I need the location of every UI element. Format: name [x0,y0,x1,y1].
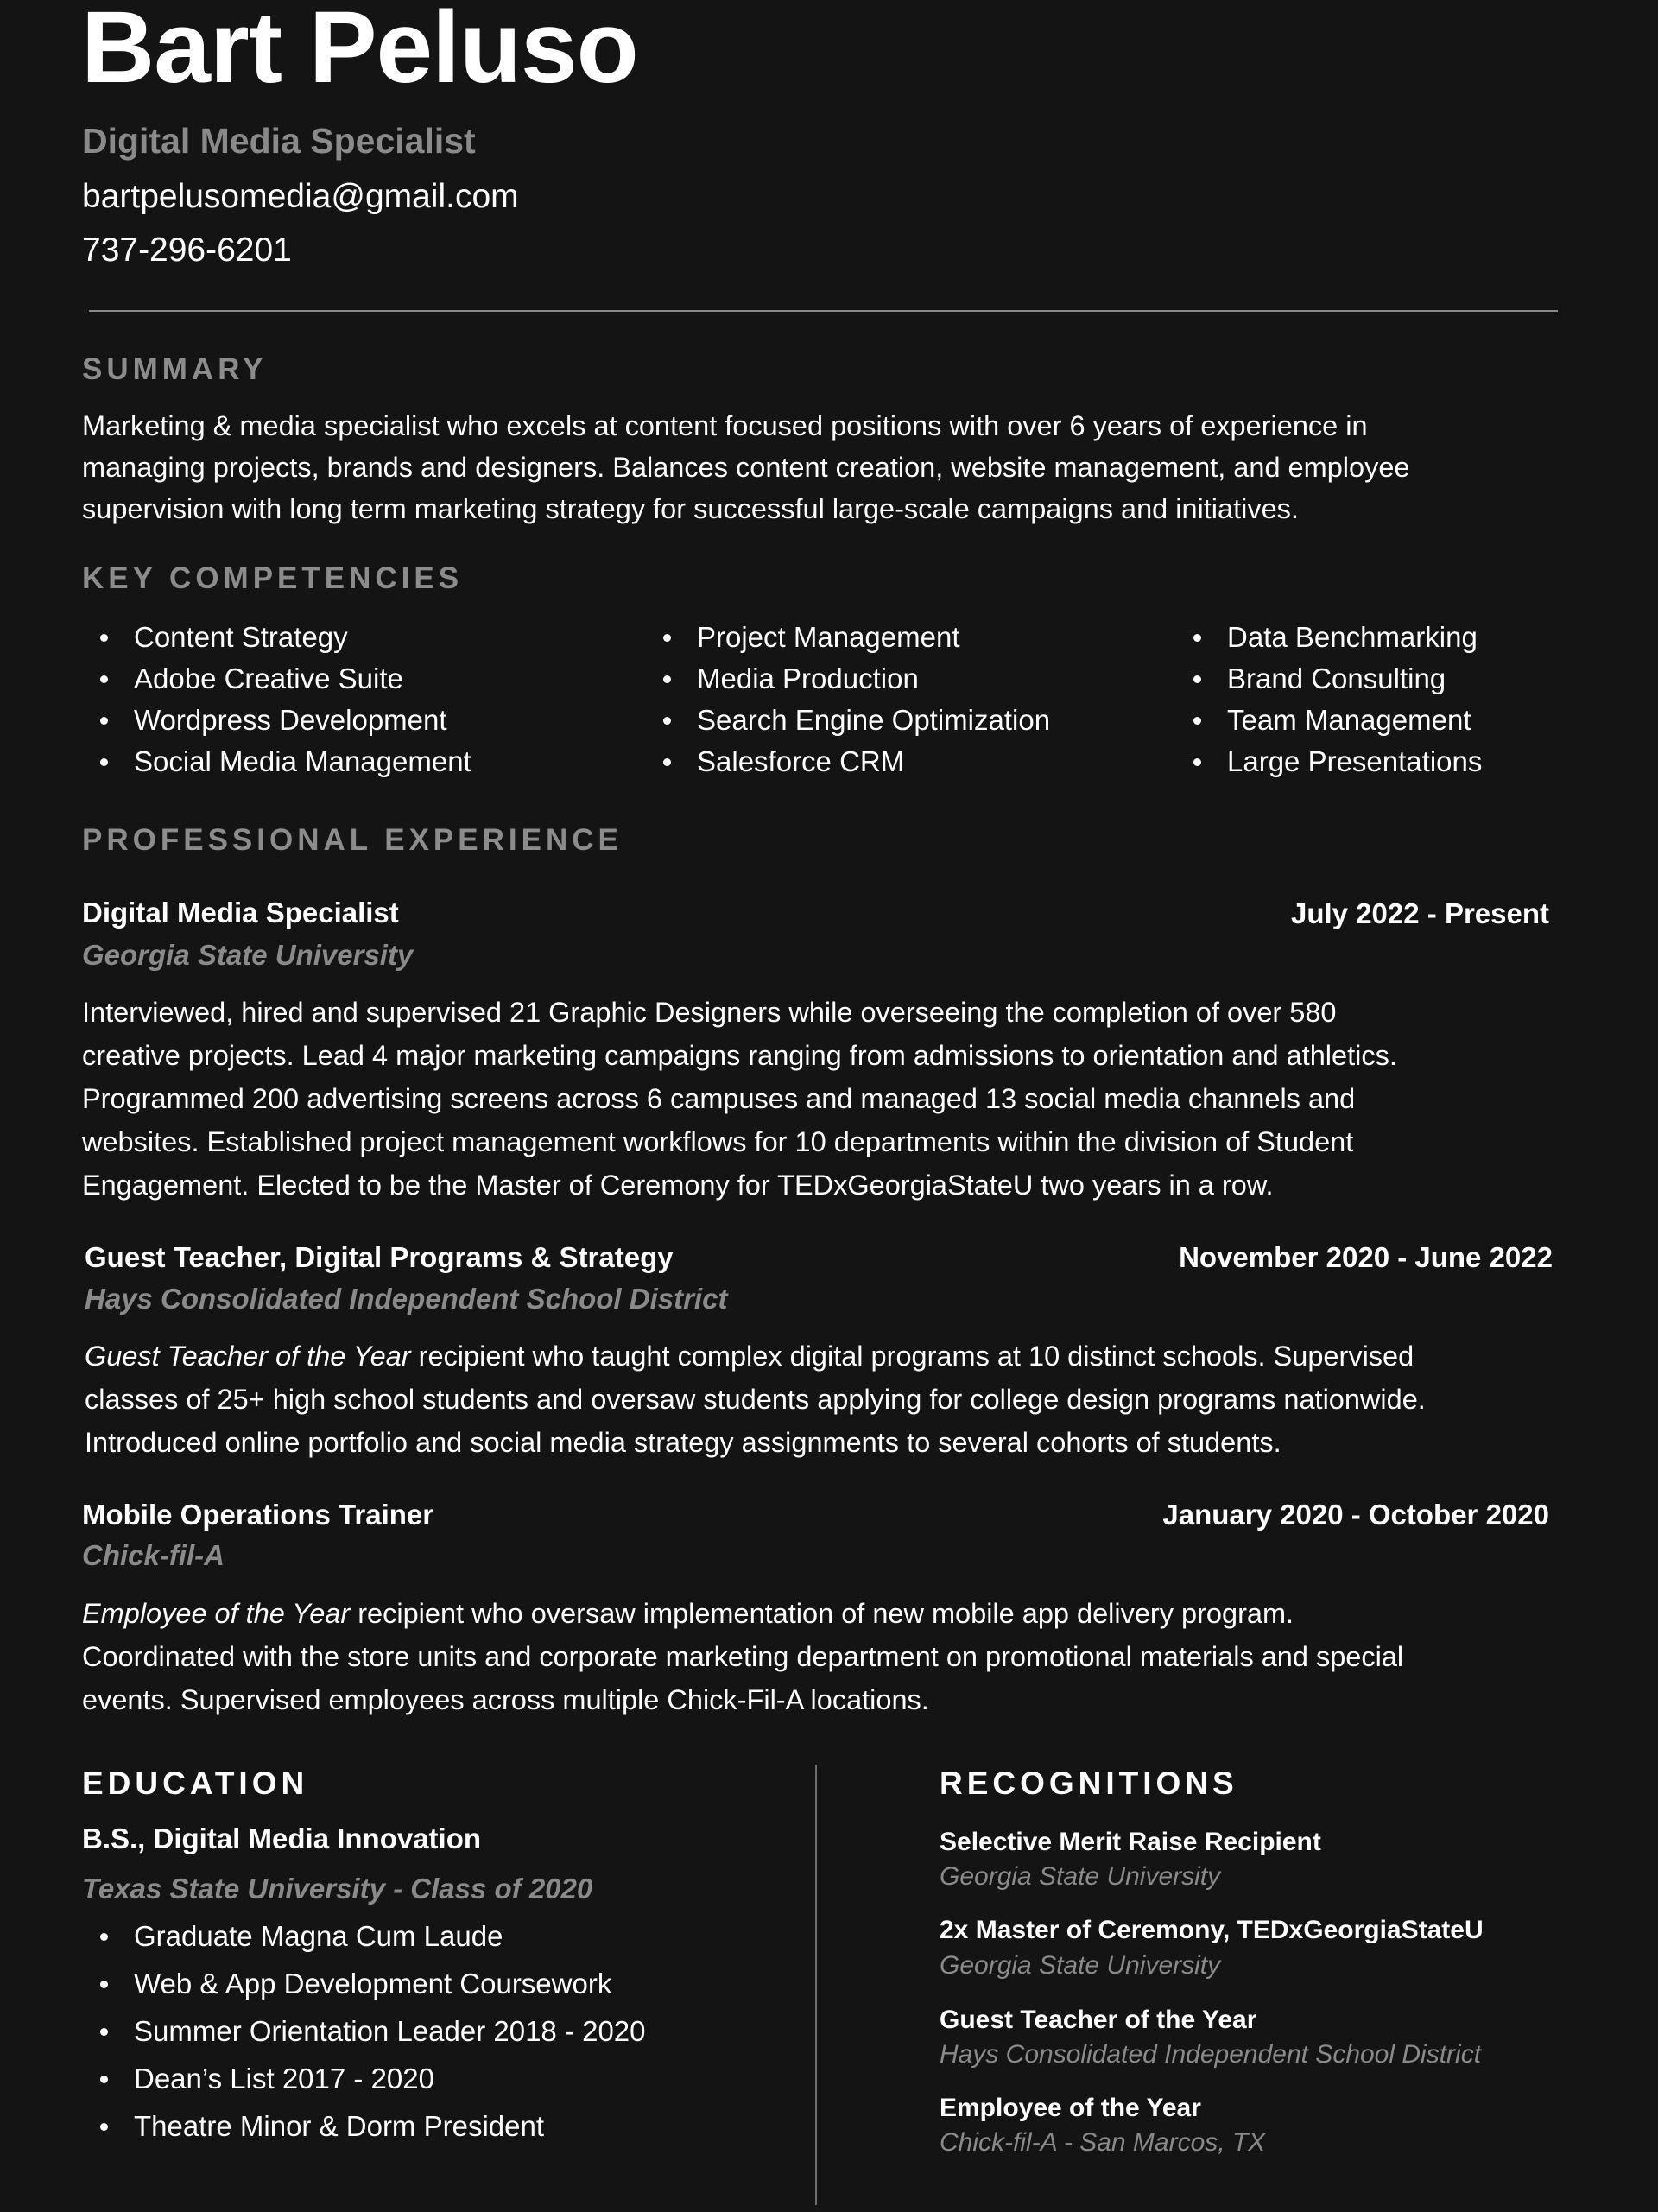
job-line: Introduced online portfolio and social media strategy assignments to several cohorts of students. [85,1427,1281,1458]
education-list [82,1916,646,2153]
job-title: Mobile Operations Trainer [82,1499,434,1531]
school: Texas State University - Class of 2020 [82,1873,593,1905]
competency-item: Content Strategy [82,617,471,658]
competency-item: Salesforce CRM [645,741,1050,783]
job-line: websites. Established project management workflows for 10 departments within the division of Student [82,1126,1354,1157]
competency-item: Media Production [645,658,1050,700]
competencies-column-1 [82,617,471,783]
competency-item: Team Management [1175,700,1482,741]
competency-item: Large Presentations [1175,741,1482,783]
recognition-org: Georgia State University [940,1951,1221,1980]
job-organization: Chick-fil-A [82,1539,225,1571]
recognition-title: Guest Teacher of the Year [940,2006,1257,2034]
competencies-column-3 [1175,617,1482,783]
job-dates: July 2022 - Present [1291,897,1549,929]
job-line: Interviewed, hired and supervised 21 Graphic Designers while overseeing the completion of over 580 [82,997,1337,1028]
competency-item: Adobe Creative Suite [82,658,471,700]
job-description [85,1334,1574,1464]
resume-name: Bart Peluso [81,0,638,105]
phone-number[interactable]: 737-296-6201 [82,231,292,269]
job-title: Digital Media Specialist [82,897,399,929]
competency-item: Brand Consulting [1175,658,1482,700]
recognitions-heading: RECOGNITIONS [940,1765,1238,1801]
recognition-title: Employee of the Year [940,2094,1201,2122]
job-line: Engagement. Elected to be the Master of Ceremony for TEDxGeorgiaStateU two years in a row. [82,1169,1274,1201]
job-description [82,1592,1572,1721]
recognition-org: Chick-fil-A - San Marcos, TX [940,2128,1266,2157]
job-line: recipient who oversaw implementation of new mobile app delivery program. [350,1598,1294,1629]
job-award-italic: Guest Teacher of the Year [85,1341,411,1372]
competency-item: Data Benchmarking [1175,617,1482,658]
education-heading: EDUCATION [82,1765,309,1801]
recognition-title: Selective Merit Raise Recipient [940,1828,1321,1856]
email-address[interactable]: bartpelusomedia@gmail.com [82,178,519,215]
job-description [82,991,1572,1207]
job-line: events. Supervised employees across multiple Chick-Fil-A locations. [82,1684,929,1715]
summary-line: supervision with long term marketing strategy for successful large-scale campaigns and initiatives. [82,493,1299,524]
education-item: Graduate Magna Cum Laude [82,1916,646,1963]
competency-item: Wordpress Development [82,700,471,741]
education-item: Dean’s List 2017 - 2020 [82,2058,646,2106]
education-item: Web & App Development Coursework [82,1963,646,2011]
job-title: Guest Teacher, Digital Programs & Strategy [85,1241,674,1273]
job-line: recipient who taught complex digital programs at 10 distinct schools. Supervised [410,1341,1414,1372]
summary-line: Marketing & media specialist who excels at content focused positions with over 6 years of experience in [82,410,1368,441]
competency-item: Social Media Management [82,741,471,783]
job-line: creative projects. Lead 4 major marketing campaigns ranging from admissions to orientation and athletics. [82,1040,1397,1071]
job-line: Programmed 200 advertising screens across 6 campuses and managed 13 social media channels and [82,1083,1356,1114]
resume-role: Digital Media Specialist [82,121,476,161]
summary-heading: SUMMARY [82,352,268,386]
job-line: Coordinated with the store units and corporate marketing department on promotional materials and special [82,1641,1404,1672]
education-item: Summer Orientation Leader 2018 - 2020 [82,2011,646,2058]
column-divider [815,1765,817,2205]
job-line: classes of 25+ high school students and oversaw students applying for college design programs nationwide. [85,1384,1426,1415]
job-dates: January 2020 - October 2020 [1162,1499,1549,1531]
degree: B.S., Digital Media Innovation [82,1822,482,1854]
summary-text [82,405,1572,529]
recognition-org: Georgia State University [940,1862,1221,1891]
job-dates: November 2020 - June 2022 [1179,1241,1553,1273]
header-divider [89,310,1558,312]
summary-line: managing projects, brands and designers. Balances content creation, website management, and employee [82,452,1410,483]
competencies-column-2 [645,617,1050,783]
competency-item: Project Management [645,617,1050,658]
recognition-title: 2x Master of Ceremony, TEDxGeorgiaStateU [940,1916,1484,1944]
job-award-italic: Employee of the Year [82,1598,351,1629]
competency-item: Search Engine Optimization [645,700,1050,741]
recognition-org: Hays Consolidated Independent School District [940,2040,1482,2069]
job-organization: Georgia State University [82,939,414,971]
experience-heading: PROFESSIONAL EXPERIENCE [82,823,623,857]
competencies-heading: KEY COMPETENCIES [82,561,464,595]
education-item: Theatre Minor & Dorm President [82,2106,646,2153]
job-organization: Hays Consolidated Independent School District [85,1283,728,1315]
